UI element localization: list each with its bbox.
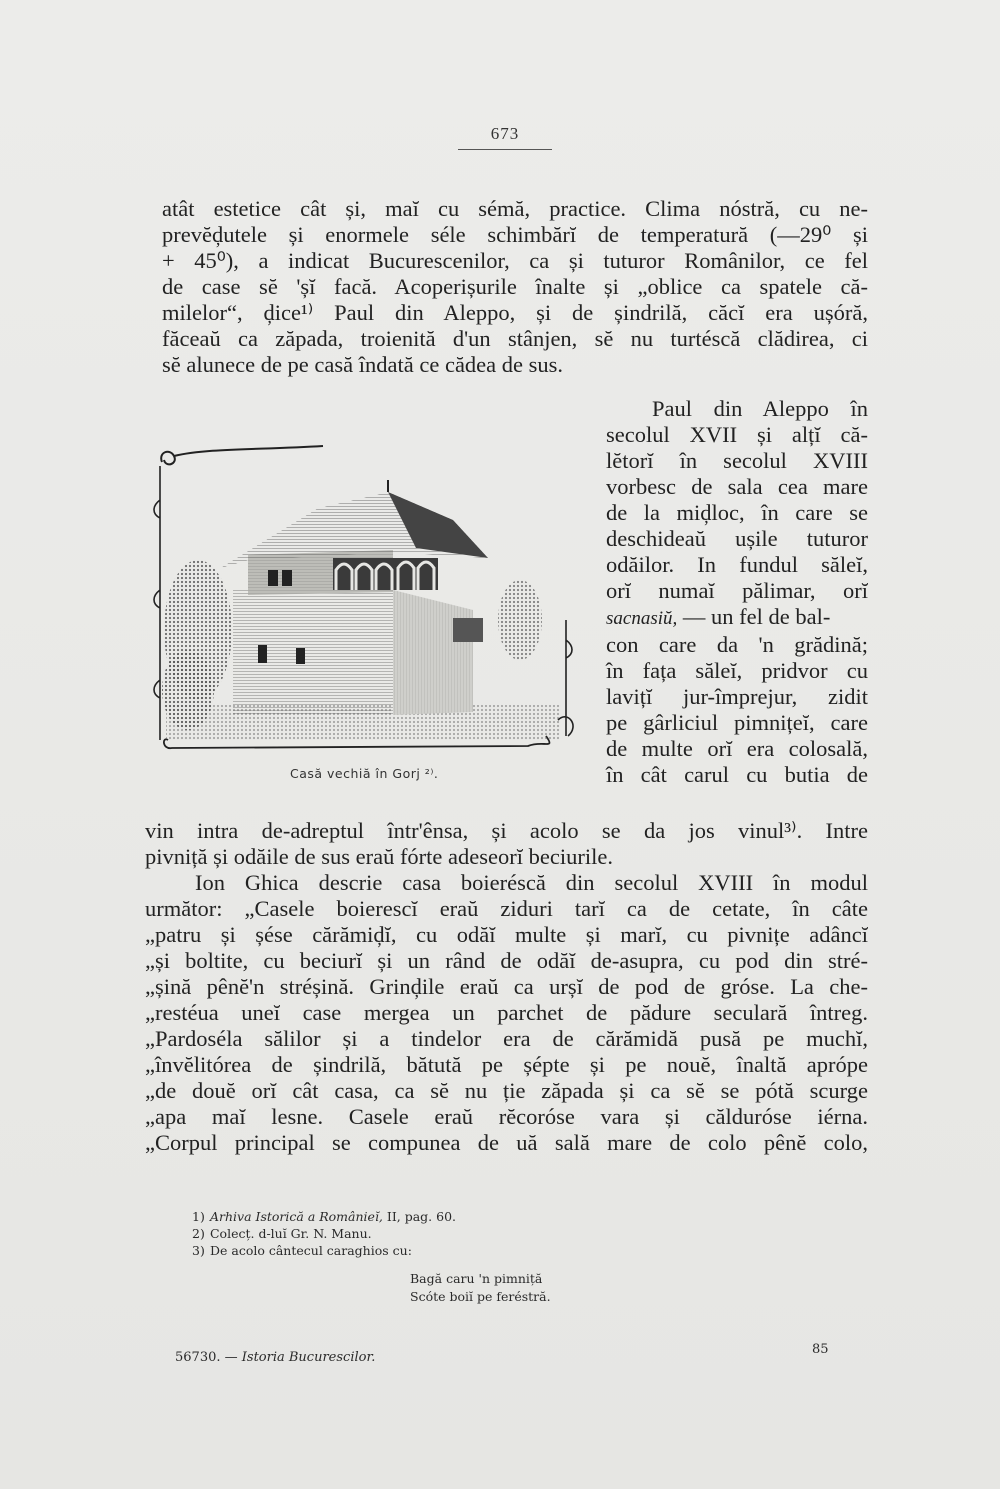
- imprint: [175, 1350, 375, 1365]
- footnote-marker: 3): [192, 1243, 205, 1258]
- text-line: „învĕlitórea de șindrilă, bătută pe șépte și pe nouĕ, înaltă aprópe: [145, 1052, 868, 1077]
- text-line: prevĕḑutele și enormele séle schimbărĭ de temperatură (—29⁰ și: [162, 222, 868, 247]
- text-line-mixed: [606, 604, 868, 632]
- text-line: „Pardoséla sălilor și a tindelor era de cărămidă pusă pe muchĭ,: [145, 1026, 868, 1051]
- verse-line: Bagă caru 'n pimniță: [410, 1271, 543, 1286]
- text-line: deschideaŭ ușile tuturor: [606, 526, 868, 551]
- text-line: în fața săleĭ, pridvor cu: [606, 658, 868, 683]
- text-line: Paul din Aleppo în: [652, 396, 868, 421]
- text-line: „Corpul principal se compunea de uă sală mare de colo pênĕ colo,: [145, 1130, 868, 1155]
- imprint-title: Istoria Bucurescilor.: [241, 1350, 376, 1365]
- italic-term: sacnasiŭ,: [606, 608, 678, 629]
- text-line: „patru și șése cărămiḑĭ, cu odăĭ multe și marĭ, cu pivnițe adâncĭ: [145, 922, 868, 947]
- footnote-marker: 2): [192, 1226, 205, 1241]
- text-line: odăilor. In fundul săleĭ,: [606, 552, 868, 577]
- footnote: [192, 1242, 752, 1259]
- imprint-number: 56730. —: [175, 1350, 238, 1365]
- text-line: pe gârliciul pimnițeĭ, care: [606, 710, 868, 735]
- text-line: de multe orĭ era colosală,: [606, 736, 868, 761]
- page-number: 673: [490, 124, 520, 143]
- sheet-number: 85: [812, 1342, 829, 1357]
- text-line: pivniță și odăile de sus eraŭ fórte adeseorĭ beciurile.: [145, 844, 613, 869]
- verse-line: Scóte boiĭ pe feréstră.: [410, 1289, 551, 1304]
- footnote-marker: 1): [192, 1209, 205, 1224]
- text-fragment: — un fel de bal-: [677, 604, 831, 629]
- house-illustration: [148, 440, 578, 760]
- footnote: [192, 1225, 752, 1242]
- footnote-text: II, pag. 60.: [382, 1209, 456, 1224]
- footnote: [192, 1208, 752, 1225]
- text-line: „și boltite, cu beciurĭ și un rând de odăĭ de-asupra, cu pod din stré-: [145, 948, 868, 973]
- verse-quote: [410, 1270, 710, 1306]
- paragraph-top: [162, 196, 868, 378]
- text-line: Ion Ghica descrie casa boieréscă din secolul XVIII în modul: [195, 870, 868, 895]
- text-line: „restéua uneĭ case mergea un parchet de pădure seculară întreg.: [145, 1000, 868, 1025]
- footnote-text: Colecț. d-luĭ Gr. N. Manu.: [209, 1226, 372, 1241]
- text-line: lĕtorĭ în secolul XVIII: [606, 448, 868, 473]
- paragraph-bottom: [145, 818, 868, 1156]
- text-line: de la miḑloc, în care se: [606, 500, 868, 525]
- text-line: vin intra de-adreptul într'ênsa, și acolo se da jos vinul³⁾. Intre: [145, 818, 868, 843]
- footnote-text: De acolo cântecul caraghios cu:: [209, 1243, 412, 1258]
- text-line: milelor“, ḑice¹⁾ Paul din Aleppo, și de șindrilă, căcĭ era ușóră,: [162, 300, 868, 325]
- footnote-source: Arhiva Istorică a Românieĭ,: [209, 1209, 383, 1224]
- text-line: + 45⁰), a indicat Bucurescenilor, ca și tuturor Românilor, ce fel: [162, 248, 868, 273]
- text-line: atât estetice cât și, maĭ cu sémă, practice. Clima nóstră, cu ne-: [162, 196, 868, 221]
- text-line: con care da 'n grădină;: [606, 632, 868, 657]
- house-engraving: [148, 440, 578, 760]
- page-number-rule: [458, 149, 552, 150]
- text-line: vorbesc de sala cea mare: [606, 474, 868, 499]
- text-line: sĕ alunece de pe casă îndată ce cădea de sus.: [162, 352, 564, 377]
- text-line: orĭ numaĭ pălimar, orĭ: [606, 578, 868, 603]
- paragraph-right-column: [606, 396, 868, 788]
- text-line: secolul XVII și alțĭ că-: [606, 422, 868, 447]
- text-line: de case sĕ 'șĭ facă. Acoperișurile înalte și „oblice ca spatele că-: [162, 274, 868, 299]
- text-line: „de douĕ orĭ cât casa, ca sĕ nu ție zăpada și ca sĕ se pótă scurge: [145, 1078, 868, 1103]
- figure-caption: Casă vechiă în Gorj ²⁾.: [290, 766, 439, 781]
- text-line: lavițĭ jur-împrejur, zidit: [606, 684, 868, 709]
- text-line: făceaŭ ca zăpada, troienită d'un stânjen, sĕ nu turtéscă clădirea, ci: [162, 326, 868, 351]
- text-line: „apa maĭ lesne. Casele eraŭ rĕcoróse vara și călduróse iérna.: [145, 1104, 868, 1129]
- text-line: următor: „Casele boierescĭ eraŭ ziduri tarĭ ca de cetate, în câte: [145, 896, 868, 921]
- text-line: „șină pênĕ'n stréșină. Grinḑile eraŭ ca urșĭ de pod de gróse. La che-: [145, 974, 868, 999]
- text-line: în cât carul cu butia de: [606, 762, 868, 787]
- footnotes: [192, 1208, 752, 1259]
